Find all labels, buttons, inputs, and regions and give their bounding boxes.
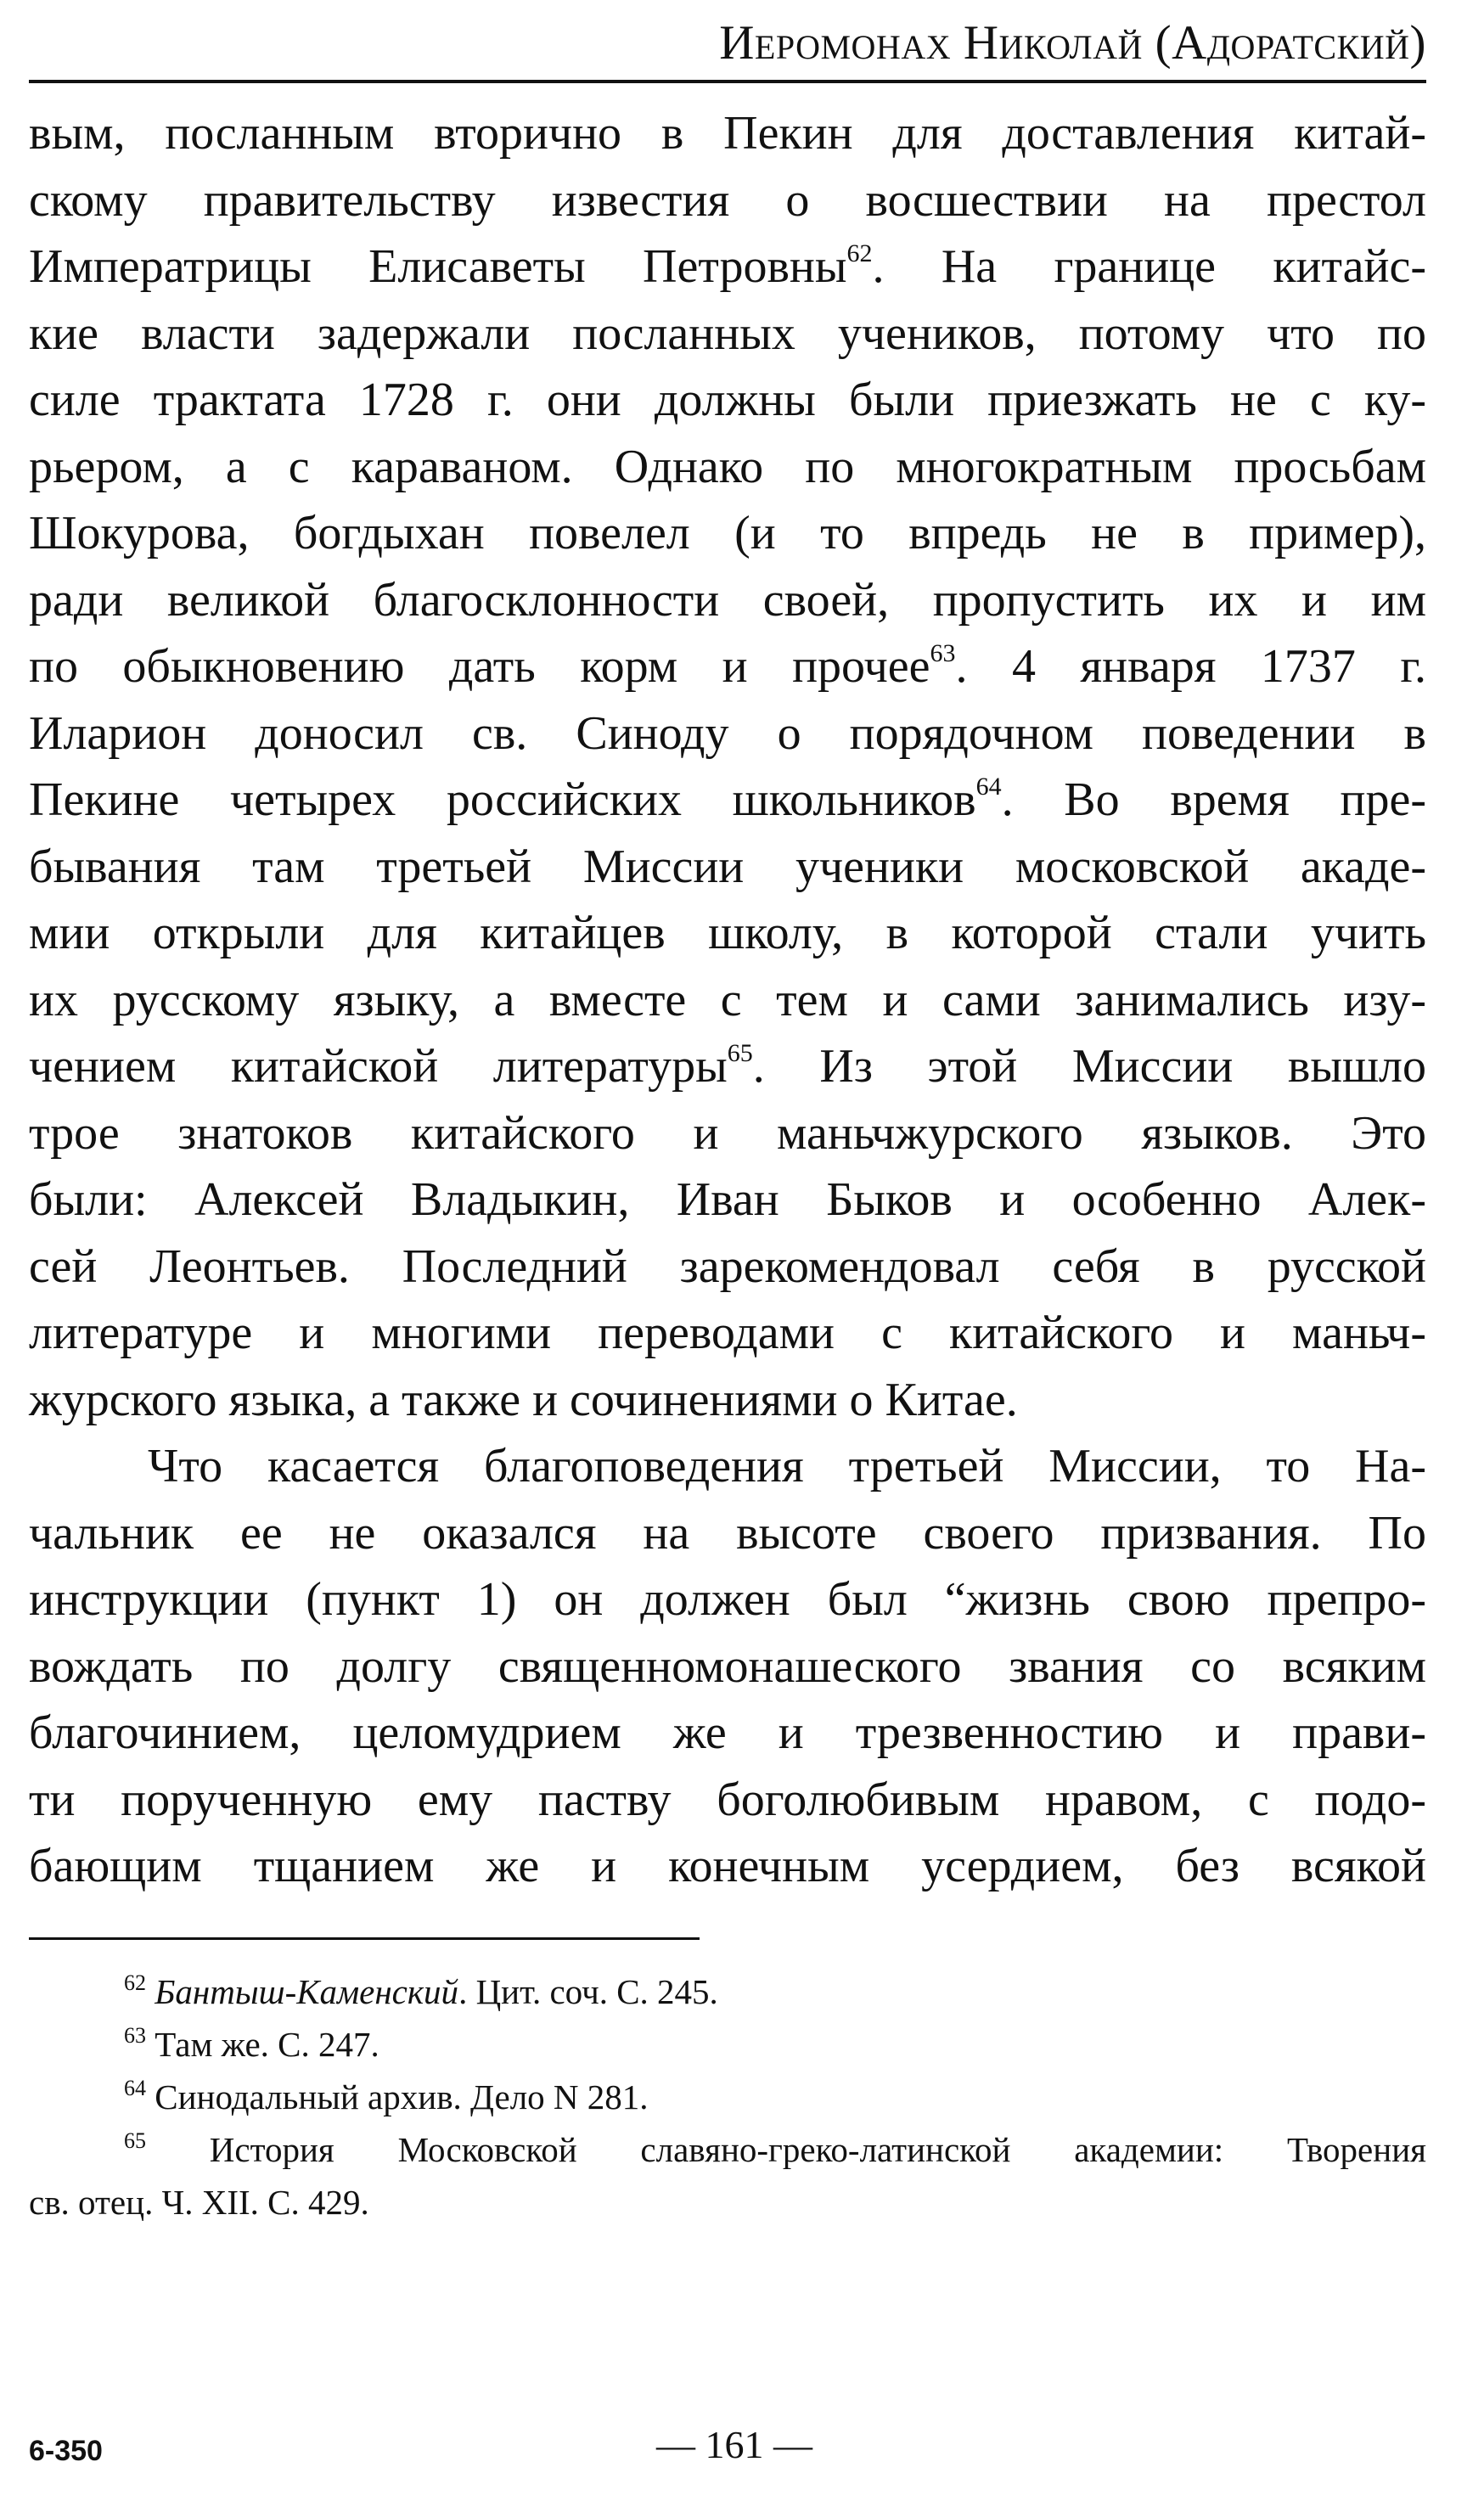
- text-line: силе трактата 1728 г. они должны были приезжать не с ку-: [29, 374, 1426, 426]
- signature-mark: 6-350: [29, 2435, 103, 2467]
- text-line: их русскому языку, а вместе с тем и сами занимались изу-: [29, 973, 1426, 1026]
- text-line: ради великой благосклонности своей, пропустить их и им: [29, 573, 1426, 627]
- footnote-64: $^{64}$ Синодальный архив. Дело N 281.: [124, 2076, 649, 2116]
- footnote-62: $^{62}$ Бантыш-Каменский. Цит. соч. С. 245.: [124, 1970, 718, 2011]
- text-line: кие власти задержали посланных учеников, потому что по: [29, 306, 1426, 360]
- text-line: Шокурова, богдыхан повелел (и то впредь не в пример),: [29, 507, 1426, 559]
- text-line: чальник ее не оказался на высоте своего призвания. По: [29, 1506, 1426, 1560]
- text-line: вождать по долгу священномонашеского звания со всяким: [29, 1639, 1426, 1693]
- text-line: инструкции (пункт 1) он должен был “жизнь свою препро-: [29, 1573, 1426, 1626]
- text-line: были: Алексей Владыкин, Иван Быков и особенно Алек-: [29, 1173, 1426, 1226]
- text-line: сей Леонтьев. Последний зарекомендовал себя в русской: [29, 1239, 1426, 1293]
- text-line: Пекине четырех российских школьников$^{64}$. Во время пре-: [29, 773, 1426, 826]
- text-line: Императрицы Елисаветы Петровны$^{62}$. На границе китайс-: [29, 239, 1427, 293]
- text-line: ти порученную ему паству боголюбивым нравом, с подо-: [29, 1773, 1426, 1826]
- text-line: скому правительству известия о восшествии на престол: [29, 173, 1426, 227]
- text-line: бающим тщанием же и конечным усердием, без всякой: [29, 1840, 1426, 1892]
- paragraph-last-line: журского языка, а также и сочинениями о Китае.: [29, 1373, 1018, 1426]
- text-line: чением китайской литературы$^{65}$. Из этой Миссии вышло: [29, 1039, 1427, 1093]
- main-text: [29, 100, 1426, 1900]
- footnote-65-continuation: св. отец. Ч. XII. С. 429.: [29, 2183, 369, 2222]
- page-number: — 161 —: [656, 2423, 812, 2466]
- text-line: рьером, а с караваном. Однако по многократным просьбам: [29, 440, 1426, 493]
- text-line: Иларион доносил св. Синоду о порядочном поведении в: [29, 706, 1426, 760]
- footnote-ref-65: 65: [727, 1039, 753, 1067]
- text-line: мии открыли для китайцев школу, в которой стали учить: [29, 907, 1426, 959]
- text-line: вым, посланным вторично в Пекин для доставления китай-: [29, 107, 1426, 160]
- header-rule: [29, 80, 1426, 83]
- text-line: бывания там третьей Миссии ученики московской акаде-: [29, 840, 1426, 893]
- running-head: Иеромонах Николай (Адоратский): [719, 16, 1426, 70]
- paragraph-first-line: Что касается благоповедения третьей Миссии, то На-: [148, 1440, 1426, 1492]
- footnote-ref-62: 62: [846, 239, 873, 267]
- footnote-63: $^{63}$ Там же. С. 247.: [124, 2023, 379, 2064]
- text-line: благочинием, целомудрием же и трезвенностию и прави-: [29, 1706, 1426, 1759]
- text-line: по обыкновению дать корм и прочее$^{63}$. 4 января 1737 г.: [29, 639, 1427, 693]
- text-line: литературе и многими переводами с китайского и маньч-: [29, 1307, 1426, 1359]
- footnote-ref-63: 63: [930, 639, 956, 667]
- footnotes: [29, 1965, 1426, 2229]
- footnote-65: $^{65}$ История Московской славяно-греко-латинской академии: Творения: [124, 2128, 1427, 2169]
- footnote-ref-64: 64: [975, 773, 1002, 801]
- footnote-separator: [29, 1937, 700, 1940]
- text-line: трое знатоков китайского и маньчжурского языков. Это: [29, 1106, 1426, 1160]
